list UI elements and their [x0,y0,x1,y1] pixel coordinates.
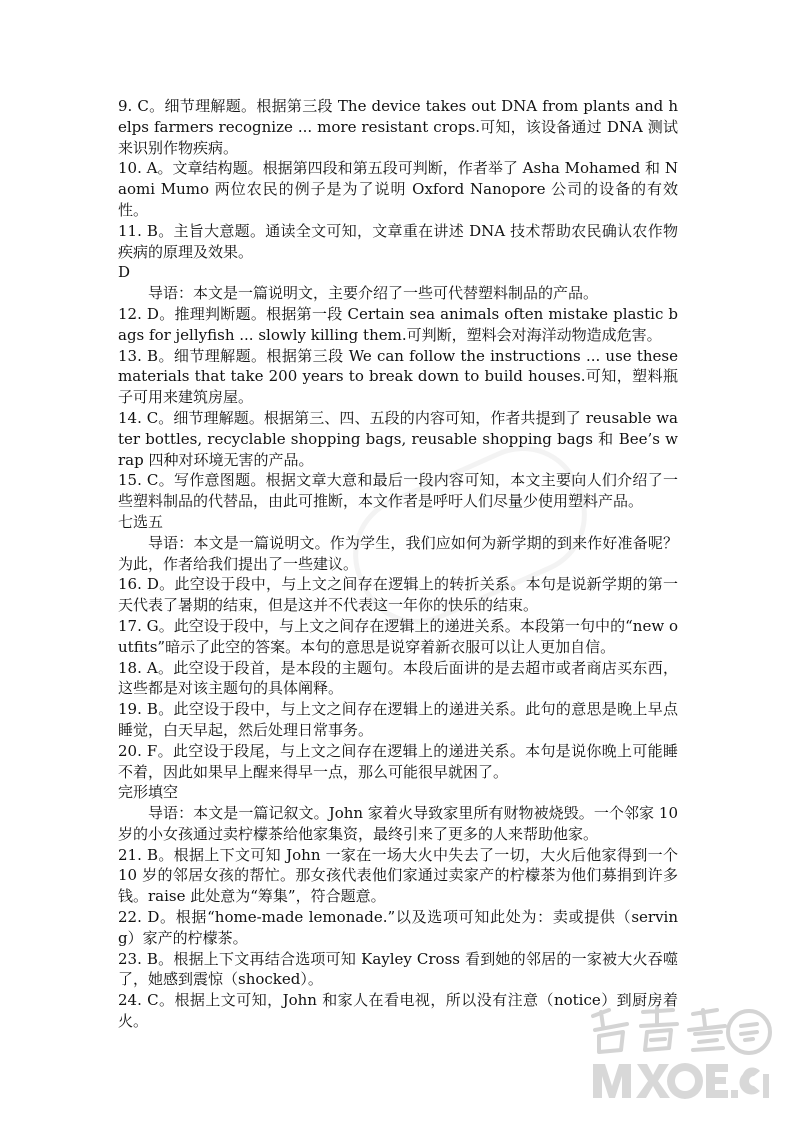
section-heading: 完形填空 [118,783,179,802]
answer-paragraph: 导语：本文是一篇说明文。作为学生，我们应如何为新学期的到来作好准备呢？为此，作者给我们提出了一些建议。 [118,533,678,573]
answer-paragraph: 11. B。主旨大意题。通读全文可知，文章重在讲述 DNA 技术帮助农民确认农作物疾病的原理及效果。 [118,221,678,261]
answer-paragraph: 24. C。根据上文可知，John 和家人在看电视，所以没有注意（notice）到厨房着火。 [118,991,678,1031]
answer-paragraph: 21. B。根据上下文可知 John 一家在一场大火中失去了一切，大火后他家得到一个 10 岁的邻居女孩的帮忙。那女孩代表他们家通过卖家产的柠檬茶为他们募捐到许多钱。raise 此处意为“筹集”，符合题意。 [118,845,678,906]
answer-paragraph: 20. F。此空设于段尾，与上文之间存在逻辑上的递进关系。本句是说你晚上可能睡不着，因此如果早上醒来得早一点，那么可能很早就困了。 [118,741,678,781]
answer-paragraph: 17. G。此空设于段中，与上文之间存在逻辑上的递进关系。本段第一句中的“new outfits”暗示了此空的答案。本句的意思是说穿着新衣服可以让人更加自信。 [118,616,678,656]
answer-paragraph: 14. C。细节理解题。根据第三、四、五段的内容可知，作者共提到了 reusable water bottles, recyclable shopping bags, reusable shopping bags 和 Bee’s wrap 四种对环境无害的产品。 [118,408,678,469]
answer-paragraph: 13. B。细节理解题。根据第三段 We can follow the instructions ... use these materials that take 200 years to break down to build houses.可知，塑料瓶子可用来建筑房屋。 [118,346,678,407]
answer-paragraph: 12. D。推理判断题。根据第一段 Certain sea animals often mistake plastic bags for jellyfish ... slowly killing them.可判断，塑料会对海洋动物造成危害。 [118,304,678,344]
section-heading: D [118,263,131,282]
section-heading: 七选五 [118,512,164,531]
answer-paragraph: 15. C。写作意图题。根据文章大意和最后一段内容可知，本文主要向人们介绍了一些塑料制品的代替品，由此可推断，本文作者是呼吁人们尽量少使用塑料产品。 [118,471,678,511]
answer-paragraph: 19. B。此空设于段中，与上文之间存在逻辑上的递进关系。此句的意思是晚上早点睡觉，白天早起，然后处理日常事务。 [118,700,678,739]
answer-paragraph: 9. C。细节理解题。根据第三段 The device takes out DNA from plants and helps farmers recognize ... more resistant crops.可知，该设备通过 DNA 测试来识别作物疾病。 [118,97,678,157]
answer-paragraph: 10. A。文章结构题。根据第四段和第五段可判断，作者举了 Asha Mohamed 和 Naomi Mumo 两位农民的例子是为了说明 Oxford Nanopore 公司的设备的有效性。 [118,159,678,219]
answer-paragraph: 18. A。此空设于段首，是本段的主题句。本段后面讲的是去超市或者商店买东西，这些都是对该主题句的具体阐释。 [118,658,678,698]
mxqe-logo-watermark-icon [585,1002,775,1106]
answer-explanation-text [118,96,678,1032]
answer-paragraph: 导语：本文是一篇说明文，主要介绍了一些可代替塑料制品的产品。 [148,284,599,303]
answer-paragraph: 22. D。根据“home-made lemonade.”以及选项可知此处为：卖或提供（serving）家产的柠檬茶。 [118,908,678,947]
answer-paragraph: 23. B。根据上下文再结合选项可知 Kayley Cross 看到她的邻居的一家被大火吞噬了，她感到震惊（shocked）。 [118,949,678,989]
answer-paragraph: 16. D。此空设于段中，与上文之间存在逻辑上的转折关系。本句是说新学期的第一天代表了暑期的结束，但是这并不代表这一年你的快乐的结束。 [118,575,678,615]
answer-paragraph: 导语：本文是一篇记叙文。John 家着火导致家里所有财物被烧毁。一个邻家 10 岁的小女孩通过卖柠檬茶给他家集资，最终引来了更多的人来帮助他家。 [118,804,678,843]
